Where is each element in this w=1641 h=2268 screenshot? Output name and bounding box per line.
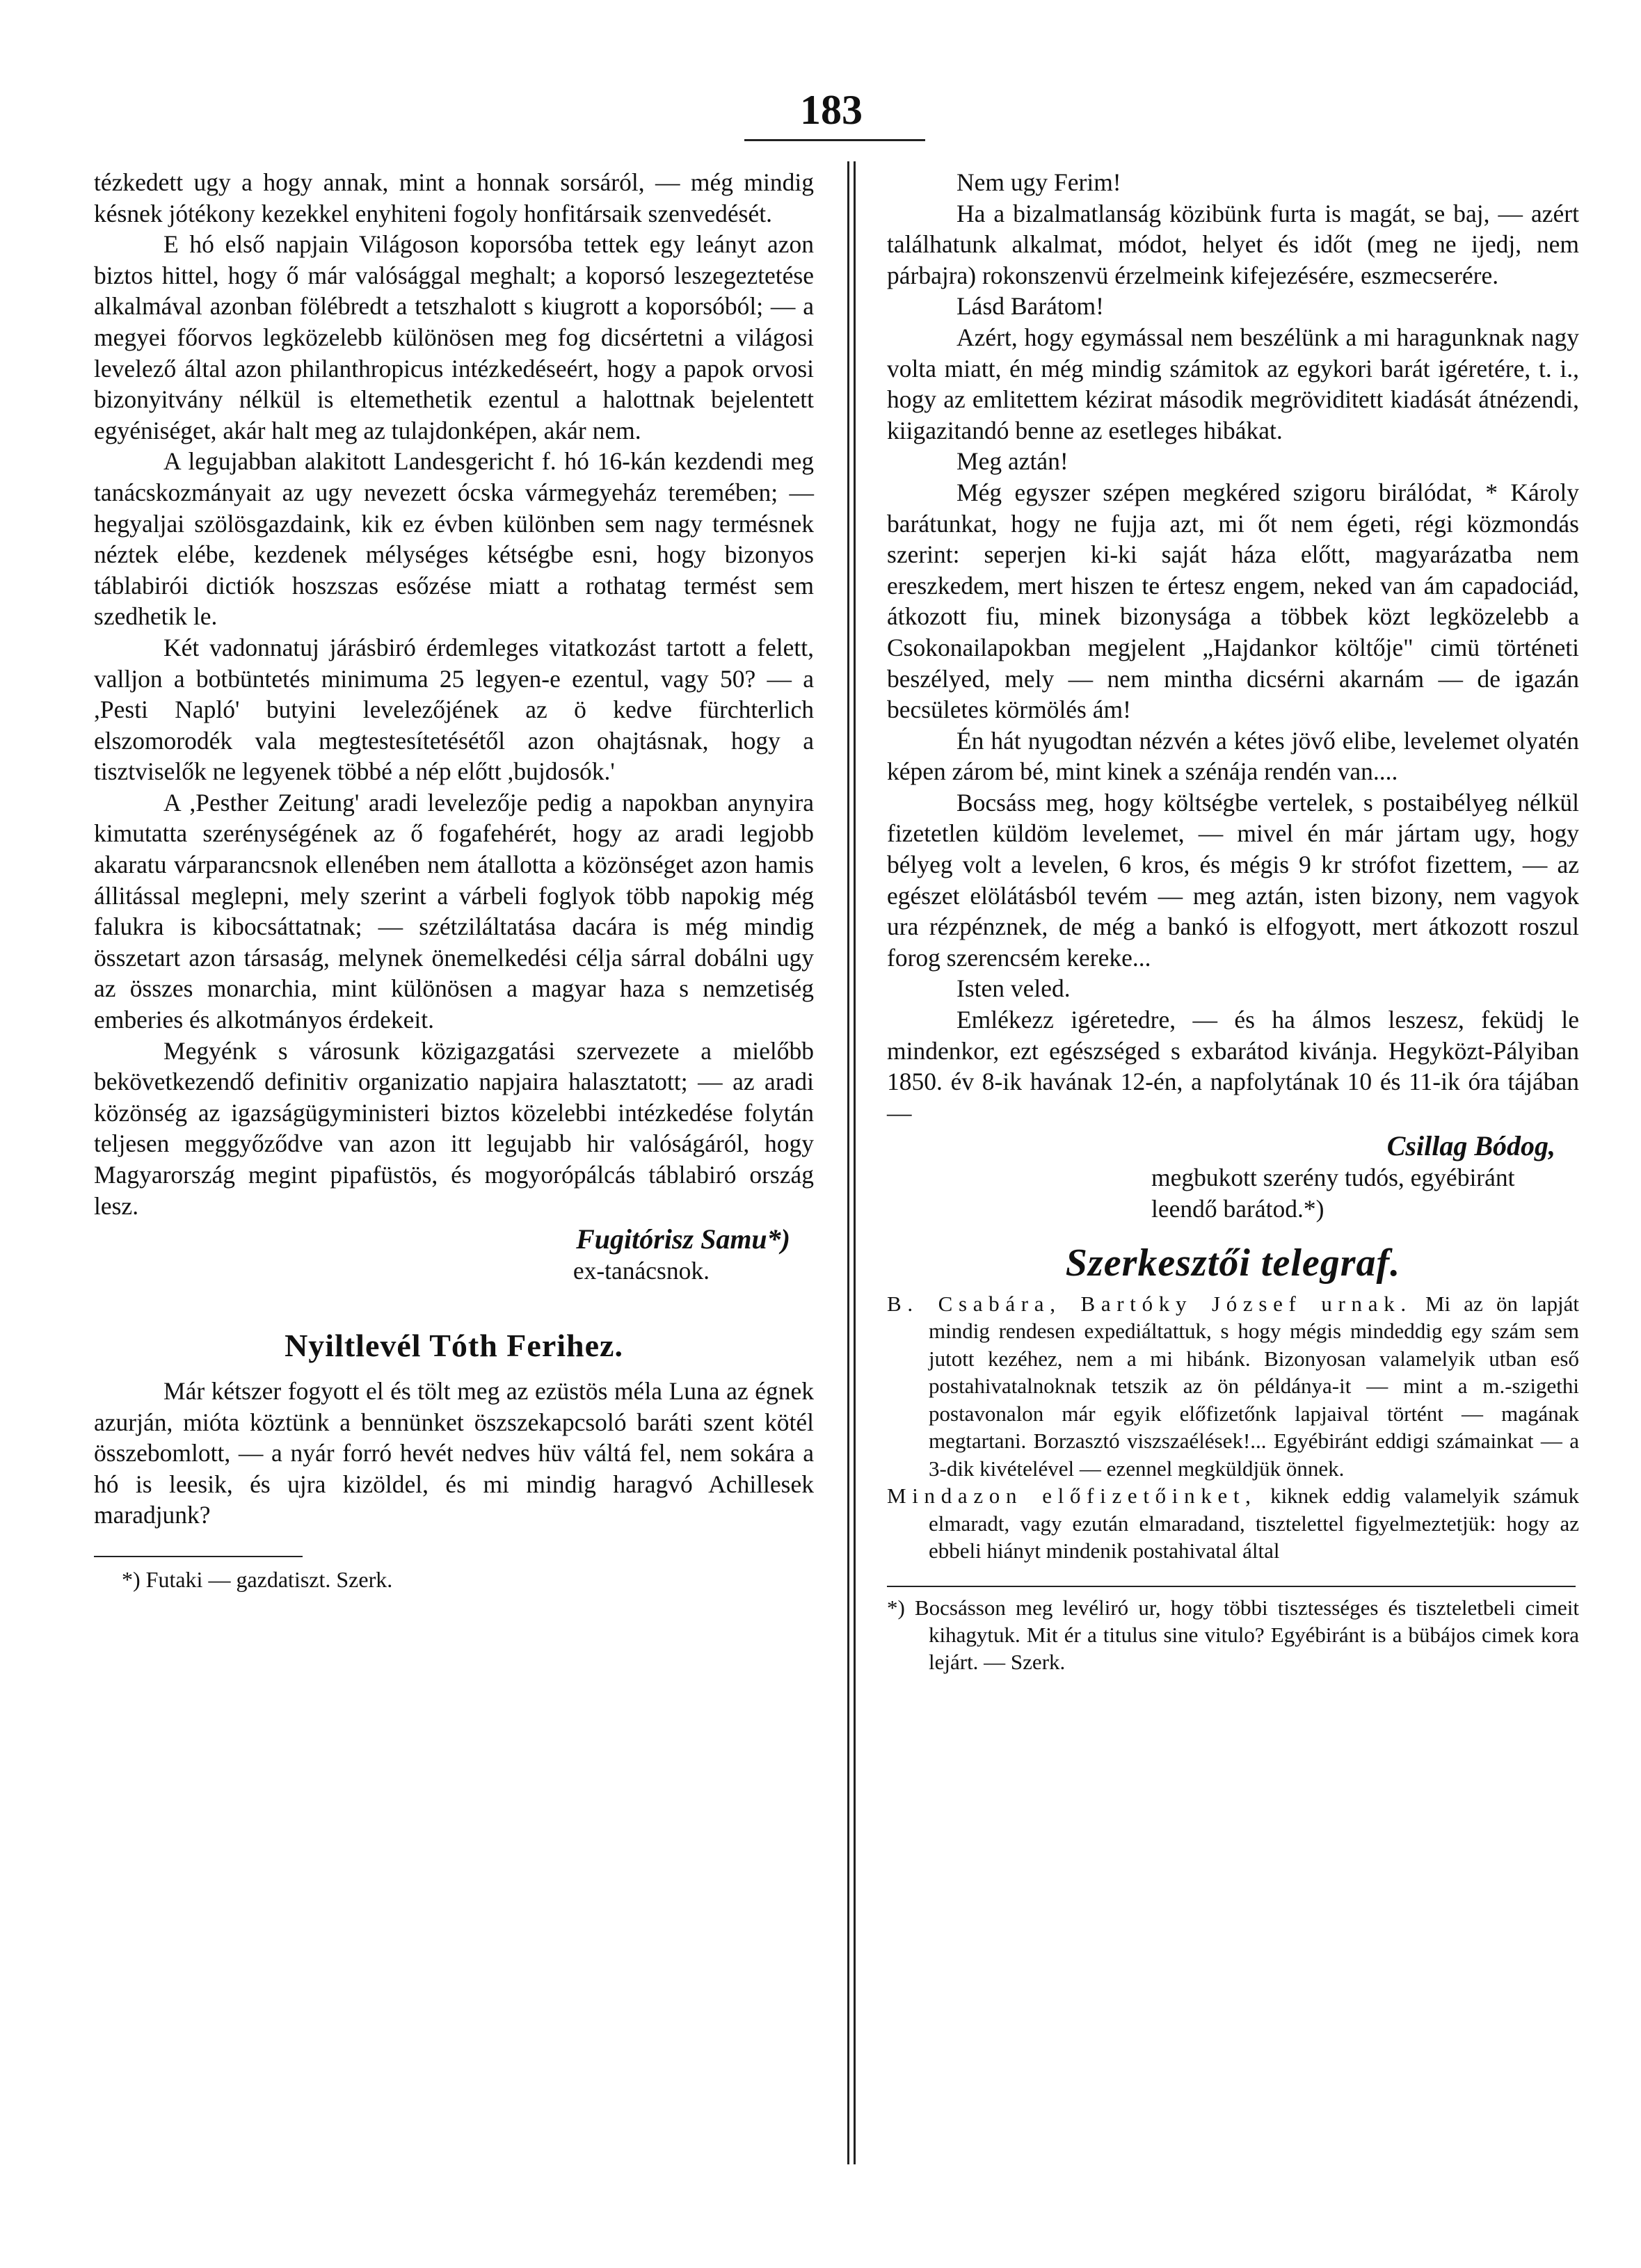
right-column <box>887 167 1579 1675</box>
telegraph-item <box>887 1482 1579 1565</box>
letter-paragraph: Meg aztán! <box>956 447 1068 476</box>
telegraph-heading: Szerkesztői telegraf. <box>1065 1241 1401 1285</box>
telegraph-item <box>887 1290 1579 1483</box>
letter-paragraph: Ha a bizalmatlanság közibünk furta is magát, se baj, — azért találhatunk alkalmat, módot, helyet és időt (meg ne ijedj, nem párbajra) rokonszenvü érzelmeink kifejezésére, eszmecserére. <box>887 199 1579 289</box>
footnote-rule <box>94 1556 303 1557</box>
left-column <box>94 167 814 1593</box>
telegraph-item-lead: Mindazon előfizetőinket, <box>887 1483 1257 1509</box>
article-signature <box>94 1224 814 1286</box>
column-divider <box>847 161 856 2164</box>
telegraph-item-text: kiknek eddig valamelyik számuk elmaradt, vagy ezután elmaradand, tisztelettel figyelmeztetjük: hogy az ebbeli hiányt mindenik postahivatal által <box>929 1483 1580 1563</box>
letter-paragraph: Bocsáss meg, hogy költségbe vertelek, s postaibélyeg nélkül fizetetlen küldöm levelemet, — mivel én már jártam ugy, hogy bélyeg volt a levelen, 6 kros, és mégis 9 kr strófot fizettem, — az egészet elölátásból tevém — meg aztán, isten bizony, nem vagyok ura rézpénznek, de még a bankó is elfogyott, mert átkozott roszul forog szerencsém kereke... <box>887 788 1579 972</box>
open-letter-paragraph: Már kétszer fogyott el és tölt meg az ezüstös méla Luna az égnek azurján, mióta köztünk a bennünket öszszekapcsoló baráti szent kötél összebomlott, — a nyár forró hevét nedves hüv váltá fel, nem sokára a hó is leesik, és ujra kizöldel, és mi mindig haragvó Achillesek maradjunk? <box>94 1376 814 1529</box>
letter-paragraph: Nem ugy Ferim! <box>956 168 1121 196</box>
letter-paragraph: Isten veled. <box>956 974 1071 1003</box>
article-paragraph: Két vadonnatuj járásbiró érdemleges vitatkozást tartott a felett, valljon a botbüntetés minimuma 25 legyen-e ezentul, vagy 50? — a ,Pesti Napló' butyini levelezőjének az ö kedve fürchterlich elszomorodék vala megtestesítetésétől azon ohajtásnak, hogy a tisztviselők ne legyenek többé a nép előtt ,bujdosók.' <box>94 633 814 786</box>
article-paragraph: E hó első napjain Világoson koporsóba tettek egy leányt azon biztos hittel, hogy ő már valósággal meghalt; a koporsó leszegeztetése alkalmával azonban fölébredt a tetszhalott s kiugrott a koporsóból; — a megyei főorvos legközelebb különösen meg fog dicsértetni a világosi levelező által azon philanthropicus intézkedéseért, hogy a papok orvosi bizonyitvány nélkül is eltemethetik ezentul a halottnak bejelentett egyéniséget, akár halt meg az tulajdonképen, akár nem. <box>94 230 814 444</box>
footnote-text: Bocsásson meg levéliró ur, hogy többi tisztességes és tiszteletbeli cimeit kihagytuk. Mit ér a titulus sine vitulo? Egyébiránt is a bübájos cimek kora lejárt. — Szerk. <box>914 1595 1580 1674</box>
article-paragraph: Megyénk s városunk közigazgatási szervezete a mielőbb bekövetkezendő definitiv organizatio napjaira halasztatott; — az aradi közönség az igazságügyministeri biztos közelebbi intézkedése folytán teljesen meggyőződve van azon itt legujabb hir valóságáról, hogy Magyarország megint pipafüstös, és mogyorópálcás táblabiró ország lesz. <box>94 1036 814 1220</box>
telegraph-item-text: Mi az ön lapját mindig rendesen expediáltattuk, s hogy mégis mindeddig egy szám sem jutott kezéhez, nem a mi hibánk. Bizonyosan valamelyik utban eső postahivatalnoknak tetszik az ön példánya-it — mint a m.-szigethi postavonalon már egyik előfizetőnk lapjaival történt — magának megtartani. Borzasztó viszszaélések!... Egyébiránt eddigi számainkat — a 3-dik kivételével — ezennel megküldjük önnek. <box>929 1291 1579 1481</box>
page-number-rule <box>744 139 925 141</box>
letter-paragraph: Emlékezz igéretedre, — és ha álmos leszesz, feküdj le mindenkor, ezt egészséged s exbarátod kivánja. Hegyközt-Pályiban 1850. év 8-ik havának 12-én, a napfolytának 10 és 11-ik óra tájában — <box>887 1006 1579 1127</box>
article-paragraph: tézkedett ugy a hogy annak, mint a honnak sorsáról, — még mindig késnek jótékony kezekkel enyhiteni fogoly honfitársaik szenvedését. <box>94 168 814 227</box>
signature-name: Fugitórisz Samu*) <box>576 1223 790 1255</box>
right-footnote <box>887 1594 1579 1675</box>
letter-paragraph: Azért, hogy egymással nem beszélünk a mi haragunknak nagy volta miatt, én még mindig számitok az egykori barát igéretére, t. i., hogy az emlitettem kézirat második megröviditett kiadását átnézendi, kiigazitandó benne az esetleges hibákat. <box>887 323 1579 444</box>
article-paragraph: A ,Pesther Zeitung' aradi levelezője pedig a napokban anynyira kimutatta szerénységének az ő fogafehérét, hogy az aradi legjobb akaratu várparancsnok ellenében nem átallotta a közönséget azon hamis állitással meglepni, mely szerint a várbeli foglyok több napokig még falukra is kibocsáttatnak; — szétziláltatása dacára is még mindig összetart azon társaság, melynek önemelkedési célja sárral dobálni ugy az összes monarchia, mint különösen a magyar haza s nemzetiség emberies és alkotmányos érdekeit. <box>94 788 814 1034</box>
signature-name: Csillag Bódog, <box>1386 1130 1555 1162</box>
letter-signature <box>887 1131 1579 1224</box>
letter-paragraph: Lásd Barátom! <box>956 292 1104 321</box>
footnote-marker: *) <box>887 1595 905 1620</box>
open-letter-heading: Nyiltlevél Tóth Ferihez. <box>285 1328 623 1364</box>
letter-paragraph: Még egyszer szépen megkéred szigoru birálódat, * Károly barátunkat, hogy ne fujja azt, mi őt nem égeti, régi közmondás szerint: seperjen ki-ki saját háza előtt, magyarázatba nem ereszkedem, mert hiszen te értesz engem, neked van ám capadociád, átkozott fiu, minek bizonysága a többek közt legközelebb a Csokonailapokban megjelent „Hajdankor költője" cimü történeti beszélyed, mely — nem mintha dicsérni akarnám — de igazán becsületes körmölés ám! <box>887 478 1579 724</box>
letter-paragraph: Én hát nyugodtan nézvén a kétes jövő elibe, levelemet olyatén képen zárom bé, mint kinek a szénája rendén van.... <box>887 726 1579 786</box>
telegraph-section <box>887 1290 1579 1565</box>
page-number: 183 <box>800 87 863 133</box>
left-footnote: *) Futaki — gazdatiszt. Szerk. <box>122 1566 393 1592</box>
signature-title: ex-tanácsnok. <box>573 1256 710 1285</box>
signature-title: megbukott szerény tudós, egyébiránt leendő barátod.*) <box>1151 1164 1515 1223</box>
footnote-rule <box>887 1586 1576 1587</box>
article-paragraph: A legujabban alakitott Landesgericht f. hó 16-kán kezdendi meg tanácskozmányait az ugy nevezett ócska vármegyeház teremében; — hegyaljai szölösgazdaink, kik ez évben különben sem nagy termésnek néztek elébe, kezdenek mélységes kétségbe esni, hogy bizonyos táblabirói dictiók hoszszas esőzése miatt a rothatag termést sem szedhetik le. <box>94 447 814 631</box>
telegraph-item-lead: B. Csabára, Bartóky József urnak. <box>887 1291 1412 1316</box>
